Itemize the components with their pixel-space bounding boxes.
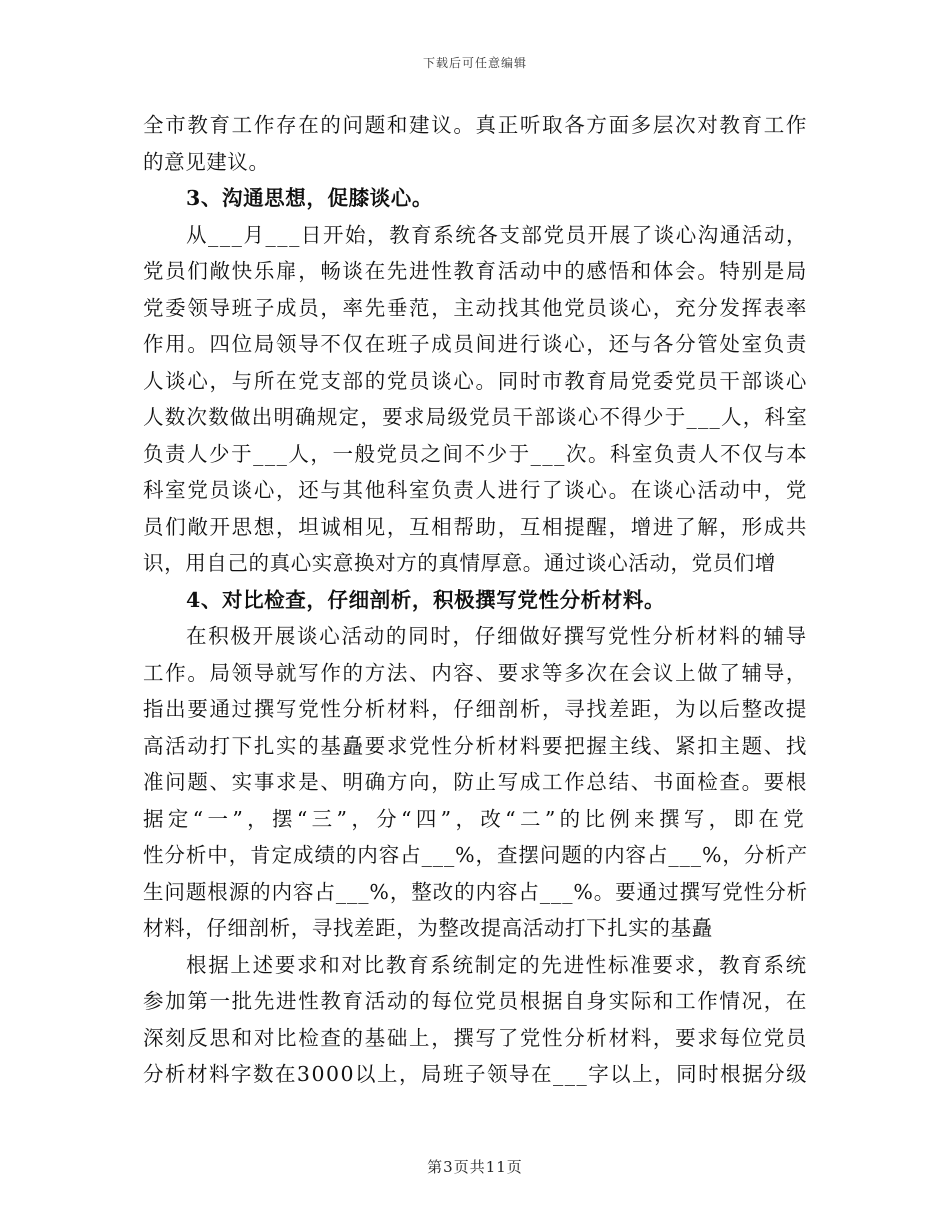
text-line: 参加第一批先进性教育活动的每位党员根据自身实际和工作情况，在 xyxy=(143,989,809,1013)
text-line: 作用。四位局领导不仅在班子成员间进行谈心，还与各分管处室负责 xyxy=(143,332,809,356)
text-line: 党员们敞快乐扉，畅谈在先进性教育活动中的感悟和体会。特别是局 xyxy=(143,259,809,283)
text-line: 科室党员谈心，还与其他科室负责人进行了谈心。在谈心活动中，党 xyxy=(143,478,809,502)
text-line: 人数次数做出明确规定，要求局级党员干部谈心不得少于___人，科室 xyxy=(143,405,808,429)
text-line: 分析材料字数在3000以上，局班子领导在___字以上，同时根据分级 xyxy=(143,1062,809,1086)
text-line: 性分析中，肯定成绩的内容占___%，查摆问题的内容占___%，分析产 xyxy=(143,843,809,867)
text-line: 全市教育工作存在的问题和建议。真正听取各方面多层次对教育工作 xyxy=(143,113,809,137)
text-line: 识，用自己的真心实意换对方的真情厚意。通过谈心活动，党员们增 xyxy=(143,551,776,575)
text-line: 负责人少于___人，一般党员之间不少于___次。科室负责人不仅与本 xyxy=(143,441,809,466)
document-body xyxy=(143,107,808,1093)
text-line: 员们敞开思想，坦诚相见，互相帮助，互相提醒，增进了解，形成共 xyxy=(143,514,809,539)
text-line: 据定“一”，摆“三”，分“四”，改“二”的比例来撰写，即在党 xyxy=(143,806,809,831)
text-line: 人谈心，与所在党支部的党员谈心。同时市教育局党委党员干部谈心 xyxy=(143,368,809,393)
page-header: 下载后可任意编辑 xyxy=(422,56,527,70)
text-line: 工作。局领导就写作的方法、内容、要求等多次在会议上做了辅导， xyxy=(143,660,809,685)
text-line: 深刻反思和对比检查的基础上，撰写了党性分析材料，要求每位党员 xyxy=(143,1025,809,1050)
text-line: 从___月___日开始，教育系统各支部党员开展了谈心沟通活动， xyxy=(186,222,809,247)
text-line: 准问题、实事求是、明确方向，防止写成工作总结、书面检查。要根 xyxy=(143,770,809,794)
text-line: 在积极开展谈心活动的同时，仔细做好撰写党性分析材料的辅导 xyxy=(186,624,808,648)
text-line: 党委领导班子成员，率先垂范，主动找其他党员谈心，充分发挥表率 xyxy=(143,295,809,320)
text-line: 高活动打下扎实的基矗要求党性分析材料要把握主线、紧扣主题、找 xyxy=(143,733,809,758)
text-line: 根据上述要求和对比教育系统制定的先进性标准要求，教育系统 xyxy=(186,952,808,977)
text-line: 材料，仔细剖析，寻找差距，为整改提高活动打下扎实的基矗 xyxy=(143,916,713,940)
text-line: 的意见建议。 xyxy=(143,149,270,174)
section-heading: 3、沟通思想，促膝谈心。 xyxy=(186,186,433,210)
page-footer: 第3页共11页 xyxy=(427,1158,523,1176)
text-line: 生问题根源的内容占___%，整改的内容占___%。要通过撰写党性分析 xyxy=(143,879,809,904)
text-line: 指出要通过撰写党性分析材料，仔细剖析，寻找差距，为以后整改提 xyxy=(143,697,809,721)
section-heading: 4、对比检查，仔细剖析，积极撰写党性分析材料。 xyxy=(186,587,666,612)
